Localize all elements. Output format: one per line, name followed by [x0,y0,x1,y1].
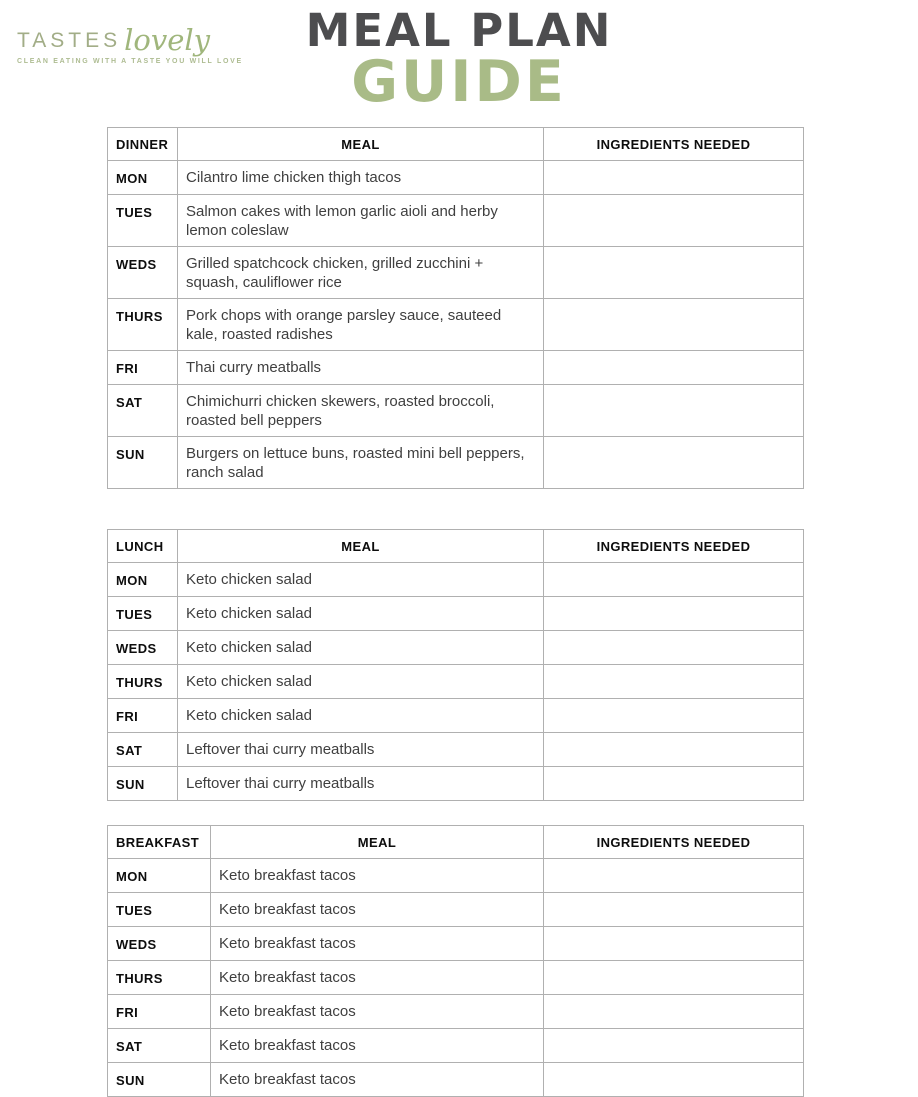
breakfast-table [107,825,804,1097]
breakfast-category-header: BREAKFAST [108,826,211,859]
ingredients-cell [544,1063,804,1097]
lunch-meal-column-header: MEAL [178,530,544,563]
meal-cell: Keto breakfast tacos [211,1029,544,1063]
table-row [108,961,804,995]
meal-cell: Chimichurri chicken skewers, roasted broccoli, roasted bell peppers [178,385,544,437]
brand-name: TASTES [17,29,122,52]
lunch-category-header: LUNCH [108,530,178,563]
breakfast-ingredients-column-header: INGREDIENTS NEEDED [544,826,804,859]
day-cell: SUN [108,437,178,489]
meal-cell: Cilantro lime chicken thigh tacos [178,161,544,195]
meal-cell: Keto breakfast tacos [211,995,544,1029]
ingredients-cell [544,563,804,597]
meal-cell: Keto chicken salad [178,631,544,665]
table-row [108,247,804,299]
breakfast-header-row [108,826,804,859]
meal-cell: Keto breakfast tacos [211,893,544,927]
brand-logo [17,20,267,65]
day-cell: FRI [108,995,211,1029]
ingredients-cell [544,437,804,489]
table-row [108,597,804,631]
meal-cell: Keto breakfast tacos [211,1063,544,1097]
day-cell: WEDS [108,631,178,665]
meal-cell: Salmon cakes with lemon garlic aioli and herby lemon coleslaw [178,195,544,247]
page-title-line1: MEAL PLAN [305,4,613,57]
ingredients-cell [544,385,804,437]
table-row [108,767,804,801]
brand-tagline: CLEAN EATING WITH A TASTE YOU WILL LOVE [17,58,243,65]
dinner-category-header: DINNER [108,128,178,161]
day-cell: THURS [108,665,178,699]
day-cell: WEDS [108,247,178,299]
ingredients-cell [544,733,804,767]
dinner-ingredients-column-header: INGREDIENTS NEEDED [544,128,804,161]
ingredients-cell [544,893,804,927]
page-title-line2: GUIDE [351,49,567,115]
ingredients-cell [544,299,804,351]
table-row [108,161,804,195]
ingredients-cell [544,927,804,961]
table-row [108,859,804,893]
table-row [108,385,804,437]
dinner-meal-column-header: MEAL [178,128,544,161]
ingredients-cell [544,859,804,893]
day-cell: TUES [108,893,211,927]
meal-cell: Keto chicken salad [178,563,544,597]
ingredients-cell [544,195,804,247]
table-row [108,351,804,385]
dinner-table [107,127,804,489]
table-row [108,563,804,597]
day-cell: SAT [108,1029,211,1063]
ingredients-cell [544,995,804,1029]
table-row [108,1063,804,1097]
table-row [108,927,804,961]
ingredients-cell [544,1029,804,1063]
table-row [108,631,804,665]
meal-cell: Keto breakfast tacos [211,927,544,961]
ingredients-cell [544,961,804,995]
lunch-ingredients-column-header: INGREDIENTS NEEDED [544,530,804,563]
meal-cell: Pork chops with orange parsley sauce, sauteed kale, roasted radishes [178,299,544,351]
ingredients-cell [544,665,804,699]
day-cell: THURS [108,299,178,351]
ingredients-cell [544,161,804,195]
meal-cell: Leftover thai curry meatballs [178,733,544,767]
ingredients-cell [544,699,804,733]
page-header [0,0,918,127]
day-cell: TUES [108,195,178,247]
lunch-table [107,529,804,801]
tables-area [107,127,803,1097]
brand-script-name: lovely [124,23,211,57]
day-cell: FRI [108,699,178,733]
day-cell: MON [108,161,178,195]
meal-cell: Burgers on lettuce buns, roasted mini bell peppers, ranch salad [178,437,544,489]
lunch-header-row [108,530,804,563]
day-cell: TUES [108,597,178,631]
table-row [108,699,804,733]
meal-cell: Leftover thai curry meatballs [178,767,544,801]
day-cell: SUN [108,767,178,801]
ingredients-cell [544,767,804,801]
meal-cell: Keto breakfast tacos [211,859,544,893]
day-cell: FRI [108,351,178,385]
day-cell: MON [108,563,178,597]
meal-cell: Thai curry meatballs [178,351,544,385]
table-row [108,437,804,489]
breakfast-meal-column-header: MEAL [211,826,544,859]
table-row [108,665,804,699]
meal-cell: Grilled spatchcock chicken, grilled zucchini + squash, cauliflower rice [178,247,544,299]
day-cell: THURS [108,961,211,995]
table-row [108,299,804,351]
meal-cell: Keto breakfast tacos [211,961,544,995]
table-row [108,893,804,927]
day-cell: MON [108,859,211,893]
ingredients-cell [544,597,804,631]
table-row [108,195,804,247]
meal-cell: Keto chicken salad [178,665,544,699]
meal-cell: Keto chicken salad [178,699,544,733]
meal-cell: Keto chicken salad [178,597,544,631]
day-cell: SAT [108,733,178,767]
ingredients-cell [544,351,804,385]
table-row [108,1029,804,1063]
table-row [108,995,804,1029]
day-cell: SUN [108,1063,211,1097]
table-row [108,733,804,767]
ingredients-cell [544,631,804,665]
day-cell: SAT [108,385,178,437]
dinner-header-row [108,128,804,161]
ingredients-cell [544,247,804,299]
day-cell: WEDS [108,927,211,961]
